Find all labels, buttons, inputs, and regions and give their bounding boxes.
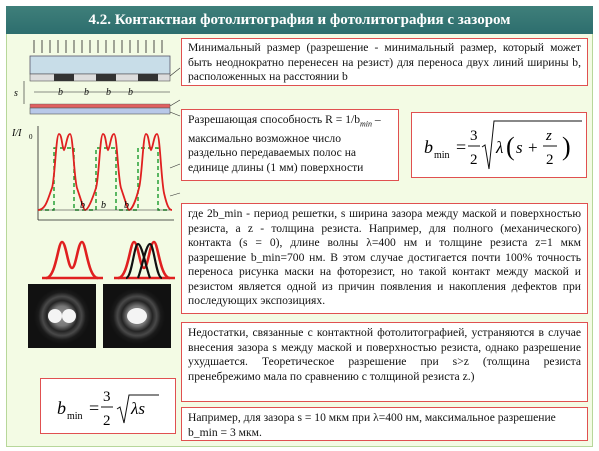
svg-text:λ: λ <box>496 138 504 157</box>
svg-text:s: s <box>516 138 523 157</box>
slide-title: 4.2. Контактная фотолитография и фотолитография с зазором <box>6 6 593 34</box>
resolving-power-sub: min <box>360 119 373 129</box>
gap-example-text: Например, для зазора s = 10 мкм при λ=400 нм, максимальное разрешение b_min = 3 мкм. <box>188 411 556 439</box>
svg-text:=: = <box>89 398 100 418</box>
b-label-4: b <box>128 87 133 98</box>
gap-drawbacks-box <box>181 322 588 402</box>
formula-gap <box>41 379 177 435</box>
peaks-resolved-sketch <box>40 238 105 280</box>
formula-gap-num: 3 <box>103 389 111 405</box>
formula-contact-num: 3 <box>470 128 478 144</box>
b-bottom-3: b <box>124 200 129 211</box>
svg-text:z: z <box>546 128 552 144</box>
min-size-definition-text: Минимальный размер (разрешение - минимальный размер, который может быть неоднократно перенесен на резист) для переноса двух линий ширины b, расположенных на расстоянии b <box>188 41 581 83</box>
svg-text:(: ( <box>506 132 515 161</box>
formula-gap-lhs: b <box>57 398 66 418</box>
svg-text:2: 2 <box>546 152 554 168</box>
b-bottom-1: b <box>80 200 85 211</box>
formula-contact-box <box>411 112 587 178</box>
gap-example-box <box>181 407 588 441</box>
formula-gap-den: 2 <box>103 413 111 429</box>
min-size-definition-box <box>181 38 588 86</box>
intensity-axis-sub: 0 <box>29 133 33 141</box>
formula-gap-body: λs <box>131 399 145 418</box>
intensity-axis-label: I/I <box>12 128 22 139</box>
intensity-curve <box>38 134 172 210</box>
formula-gap-sub: min <box>67 411 83 422</box>
gap-drawbacks-text: Недостатки, связанные с контактной фотолитографией, устраняются в случае внесения зазора s между маской и поверхностью резиста, однако разрешение ухудшается. Теоретическое разрешение при s>z (толщина резиста пренебрежимо мала по сравнению с толщиной резиста z.) <box>188 326 581 383</box>
resolving-power-text-2: – максимально возможное число раздельно передаваемых полос на единице длины (1 мм) поверхности <box>188 113 381 174</box>
b-label-1: b <box>58 87 63 98</box>
formula-gap-box <box>40 378 176 434</box>
formula-contact-lhs: b <box>424 137 433 157</box>
b-label-3: b <box>106 87 111 98</box>
peaks-overlap-sketch <box>112 238 177 280</box>
formula-contact-den: 2 <box>470 152 478 168</box>
b-bottom-2: b <box>101 200 106 211</box>
resolving-power-text-1: Разрешающая способность R = 1/b <box>188 113 361 126</box>
formula-contact <box>412 113 588 179</box>
gap-s-label: s <box>14 88 18 99</box>
resolving-power-box <box>181 109 399 181</box>
contact-lithography-diagram <box>12 38 182 233</box>
airy-pattern-separated <box>28 284 96 348</box>
svg-text:+: + <box>528 138 538 157</box>
airy-pattern-merged <box>103 284 171 348</box>
svg-text:=: = <box>456 137 467 157</box>
contact-explanation-box <box>181 203 588 314</box>
contact-explanation-text: где 2b_min - период решетки, s ширина зазора между маской и поверхностью резиста, а z - толщина резиста. Например, для полного (механического) контакта (s = 0), длине волны λ=400 нм и толщине резиста z=1 мкм разрешение b_min=700 нм. В этом случае достигается почти 100% точность переноса рисунка маски на фоторезист, но такой контакт между маской и резистом является одной из причин появления и накопления дефектов при последующих экспозициях. <box>188 207 581 307</box>
formula-contact-sub: min <box>434 150 450 161</box>
b-label-2: b <box>84 87 89 98</box>
svg-text:): ) <box>562 132 571 161</box>
